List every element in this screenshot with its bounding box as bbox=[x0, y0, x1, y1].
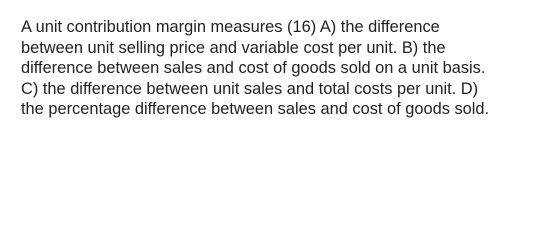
question-line: A unit contribution margin measures (16) A) the difference bbox=[21, 18, 440, 36]
question-line: C) the difference between unit sales and total costs per unit. D) bbox=[21, 79, 479, 98]
question-line: the percentage difference between sales and cost of goods sold. bbox=[21, 100, 490, 119]
question-line: between unit selling price and variable cost per unit. B) the bbox=[21, 38, 446, 57]
question-line: difference between sales and cost of goods sold on a unit basis. bbox=[21, 59, 486, 78]
question-text bbox=[21, 17, 551, 120]
